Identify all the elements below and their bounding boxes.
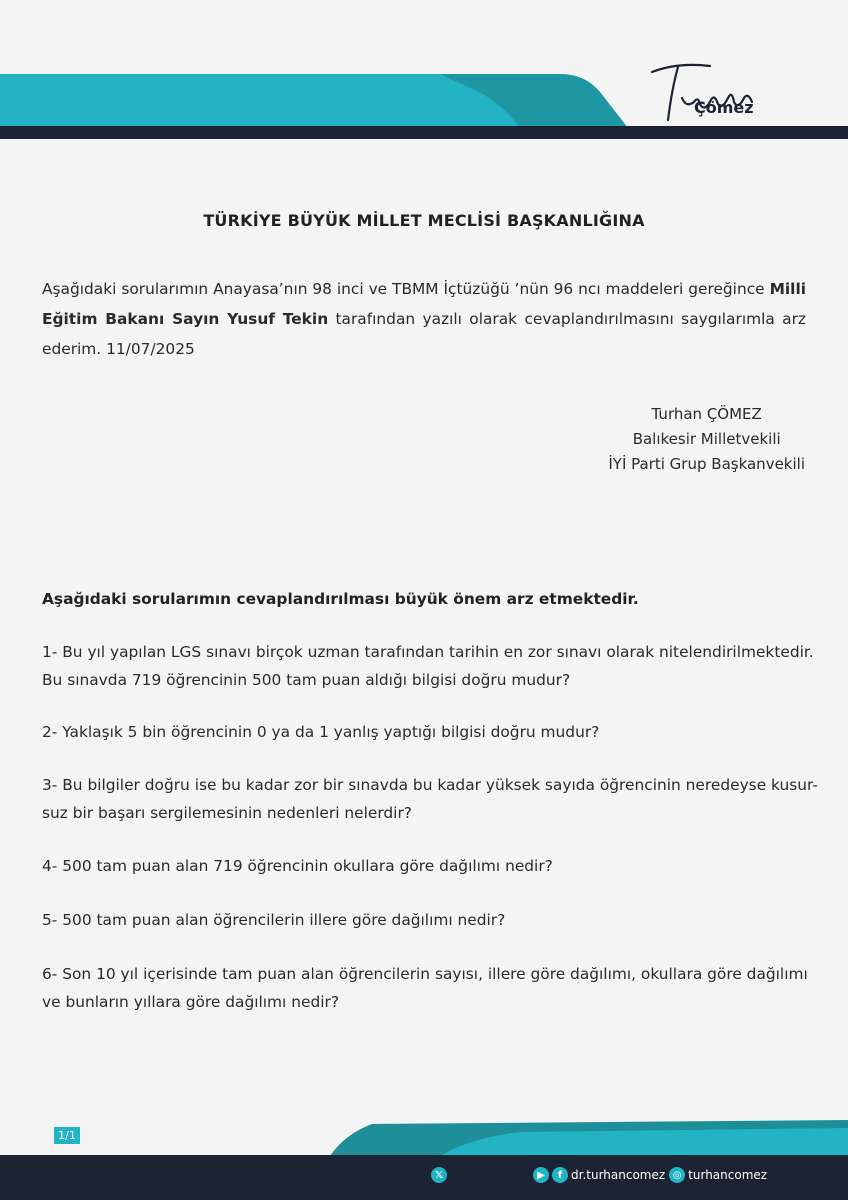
page-number: 1/1 bbox=[54, 1127, 80, 1144]
signer-party-role: İYİ Parti Grup Başkanvekili bbox=[608, 455, 805, 473]
questions-title: Aşağıdaki sorularımın cevaplandırılması büyük önem arz etmektedir. bbox=[42, 590, 639, 608]
document-title: TÜRKİYE BÜYÜK MİLLET MECLİSİ BAŞKANLIĞINA bbox=[203, 211, 645, 230]
facebook-icon: f bbox=[552, 1167, 568, 1183]
turhan-signature-logo bbox=[648, 58, 758, 128]
instagram-handle: turhancomez bbox=[688, 1168, 768, 1182]
instagram-icon: ◎ bbox=[669, 1167, 685, 1183]
signer-block bbox=[608, 402, 805, 477]
signer-name: Turhan ÇÖMEZ bbox=[651, 405, 762, 423]
question-5: 5- 500 tam puan alan öğrencilerin illere göre dağılımı nedir? bbox=[42, 911, 506, 929]
x-link[interactable] bbox=[431, 1167, 450, 1183]
intro-paragraph bbox=[42, 274, 806, 364]
web-handle: dr.turhancomez bbox=[571, 1168, 666, 1182]
youtube-icon: ▶ bbox=[533, 1167, 549, 1183]
intro-text-1: Aşağıdaki sorularımın Anayasa’nın 98 inci ve TBMM İçtüzüğü ’nün 96 ncı maddeleri gereğince bbox=[42, 280, 765, 298]
question-3: 3- Bu bilgiler doğru ise bu kadar zor bir sınavda bu kadar yüksek sayıda öğrencinin neredeyse kusur-suz bir başarı sergilemesinin nedenleri nelerdir? bbox=[42, 776, 818, 822]
question-1: 1- Bu yıl yapılan LGS sınavı birçok uzman tarafından tarihin en zor sınavı olarak nitelendirilmektedir. Bu sınavda 719 öğrencinin 500 tam puan aldığı bilgisi doğru mudur? bbox=[42, 643, 814, 689]
logo-surname: Çömez bbox=[694, 98, 754, 117]
intro-text-2: tarafından yazılı olarak cevaplandırılmasını saygılarımla arz ederim. 11/07/2025 bbox=[42, 310, 806, 358]
signer-role: Balıkesir Milletvekili bbox=[632, 430, 781, 448]
question-6: 6- Son 10 yıl içerisinde tam puan alan öğrencilerin sayısı, illere göre dağılımı, okullara göre dağılımı ve bunların yıllara göre dağılımı nedir? bbox=[42, 965, 808, 1011]
question-4: 4- 500 tam puan alan 719 öğrencinin okullara göre dağılımı nedir? bbox=[42, 857, 553, 875]
x-icon: 𝕏 bbox=[431, 1167, 447, 1183]
social-web-link[interactable] bbox=[533, 1167, 771, 1183]
intro-minister: Milli Eğitim Bakanı Sayın Yusuf Tekin bbox=[42, 280, 806, 328]
footer-banner bbox=[0, 1110, 848, 1200]
question-2: 2- Yaklaşık 5 bin öğrencinin 0 ya da 1 yanlış yaptığı bilgisi doğru mudur? bbox=[42, 723, 600, 741]
